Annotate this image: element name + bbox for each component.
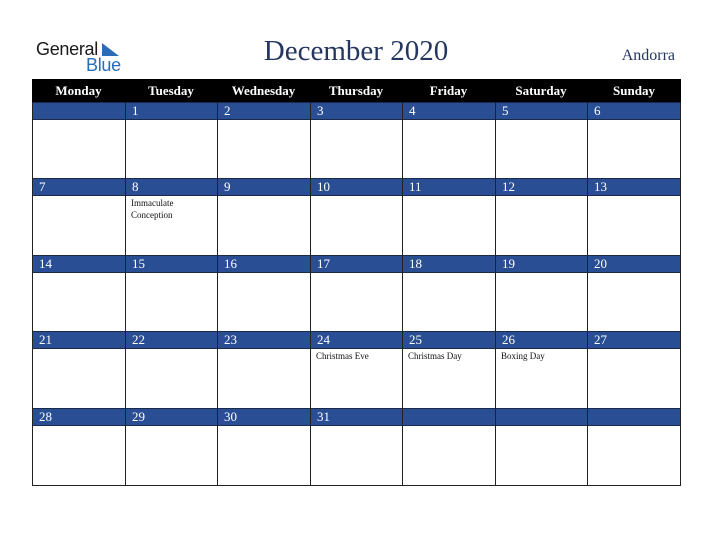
- day-cell[interactable]: [310, 178, 403, 255]
- day-cell[interactable]: [310, 331, 403, 408]
- day-cell[interactable]: [125, 178, 218, 255]
- day-number: 12: [502, 179, 515, 194]
- country-label: Andorra: [621, 47, 675, 64]
- day-cell[interactable]: [125, 255, 218, 332]
- day-cell[interactable]: [217, 255, 311, 332]
- calendar-title: December 2020: [263, 35, 449, 67]
- day-cell[interactable]: [310, 255, 403, 332]
- day-number: 9: [224, 179, 231, 194]
- day-cell[interactable]: [310, 408, 403, 485]
- day-number: 18: [409, 256, 422, 271]
- day-number: 6: [594, 103, 601, 118]
- day-number: 2: [224, 103, 231, 118]
- day-number: 15: [132, 256, 145, 271]
- day-cell[interactable]: [495, 331, 588, 408]
- logo-word-general: General: [36, 39, 98, 59]
- logo-word-blue: Blue: [86, 55, 121, 75]
- day-cell[interactable]: [587, 255, 681, 332]
- day-cell[interactable]: [32, 178, 126, 255]
- day-cell[interactable]: [125, 408, 218, 485]
- day-number: 29: [132, 409, 145, 424]
- weekday-header-thursday: Thursday: [328, 83, 384, 98]
- day-number: 30: [224, 409, 237, 424]
- day-cell[interactable]: [495, 255, 588, 332]
- day-number: 31: [317, 409, 330, 424]
- day-cell[interactable]: [310, 102, 403, 179]
- day-cell[interactable]: [125, 102, 218, 179]
- week-row: [32, 331, 681, 408]
- day-number: 27: [594, 332, 607, 347]
- day-cell[interactable]: [402, 255, 496, 332]
- day-cell[interactable]: [217, 102, 311, 179]
- day-cell[interactable]: [32, 102, 126, 179]
- holiday-label: Boxing Day: [501, 351, 545, 361]
- day-number: 1: [132, 103, 139, 118]
- day-number: 14: [39, 256, 52, 271]
- day-number: 23: [224, 332, 237, 347]
- day-number: 24: [317, 332, 330, 347]
- day-cell[interactable]: [32, 408, 126, 485]
- day-cell[interactable]: [402, 102, 496, 179]
- day-number: 22: [132, 332, 145, 347]
- day-cell[interactable]: [32, 331, 126, 408]
- week-row: [32, 408, 681, 485]
- day-cell[interactable]: [217, 178, 311, 255]
- day-number: 25: [409, 332, 422, 347]
- day-number: 4: [409, 103, 416, 118]
- week-row: [32, 102, 681, 179]
- weekday-header-friday: Friday: [429, 83, 468, 98]
- day-cell[interactable]: [217, 408, 311, 485]
- day-number: 13: [594, 179, 607, 194]
- day-number: 19: [502, 256, 515, 271]
- weekday-header-saturday: Saturday: [515, 83, 567, 98]
- weekday-header-tuesday: Tuesday: [148, 83, 194, 98]
- day-number: 20: [594, 256, 607, 271]
- day-cell[interactable]: [587, 178, 681, 255]
- day-number: 26: [502, 332, 515, 347]
- weekday-header-sunday: Sunday: [613, 83, 655, 98]
- day-number: 10: [317, 179, 330, 194]
- day-number: 3: [317, 103, 324, 118]
- day-number: 8: [132, 179, 139, 194]
- calendar-bottom-border: [32, 485, 681, 486]
- weekday-header-monday: Monday: [55, 83, 102, 98]
- day-cell[interactable]: [495, 102, 588, 179]
- day-cell[interactable]: [495, 178, 588, 255]
- holiday-label: Christmas Day: [408, 351, 462, 361]
- day-number: 17: [317, 256, 330, 271]
- day-number: 21: [39, 332, 52, 347]
- day-cell[interactable]: [402, 331, 496, 408]
- weekday-header-row: [32, 79, 681, 102]
- week-row: [32, 255, 681, 332]
- day-cell[interactable]: [32, 255, 126, 332]
- day-cell[interactable]: [495, 408, 588, 485]
- day-cell[interactable]: [402, 178, 496, 255]
- day-number: 16: [224, 256, 237, 271]
- holiday-label: Immaculate Conception: [131, 198, 174, 220]
- weekday-header-wednesday: Wednesday: [231, 83, 296, 98]
- day-cell[interactable]: [402, 408, 496, 485]
- day-cell[interactable]: [587, 102, 681, 179]
- day-number: 7: [39, 179, 46, 194]
- day-number: 28: [39, 409, 52, 424]
- day-cell[interactable]: [587, 331, 681, 408]
- day-cell[interactable]: [125, 331, 218, 408]
- day-cell[interactable]: [217, 331, 311, 408]
- week-row: [32, 178, 681, 255]
- day-cell[interactable]: [587, 408, 681, 485]
- holiday-label: Christmas Eve: [316, 351, 369, 361]
- day-number: 11: [409, 179, 422, 194]
- calendar-grid: [32, 79, 681, 486]
- day-number: 5: [502, 103, 509, 118]
